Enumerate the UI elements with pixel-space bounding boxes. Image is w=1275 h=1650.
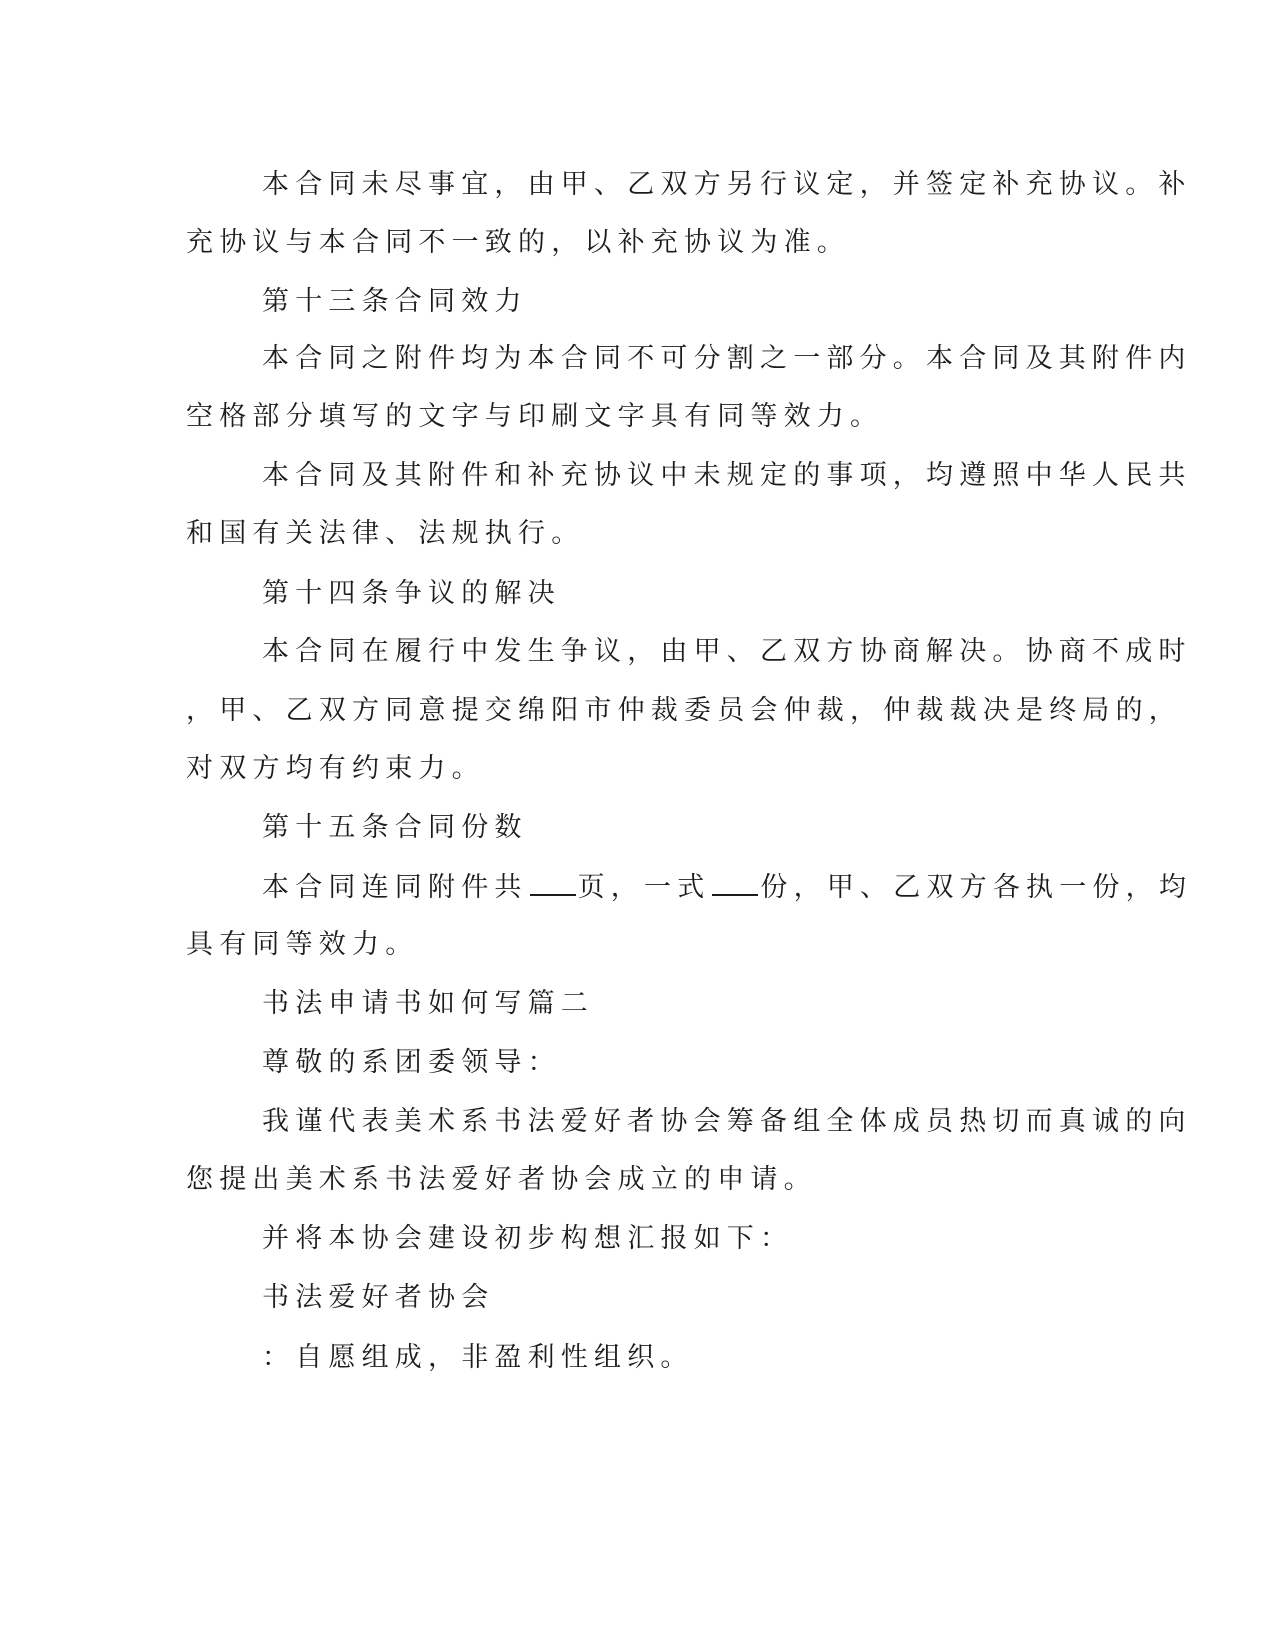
copies-text-part2: 页，一式	[577, 872, 711, 903]
paragraph-line: 空格部分填写的文字与印刷文字具有同等效力。	[186, 401, 884, 432]
paragraph-line: 本合同之附件均为本合同不可分割之一部分。本合同及其附件内	[262, 343, 1192, 374]
copies-blank	[712, 868, 758, 896]
section-heading: 第十四条争议的解决	[262, 578, 561, 609]
pages-blank	[530, 868, 576, 896]
paragraph-line: 您提出美术系书法爱好者协会成立的申请。	[186, 1164, 817, 1195]
paragraph-line: 充协议与本合同不一致的，以补充协议为准。	[186, 227, 850, 258]
paragraph-line: 本合同在履行中发生争议，由甲、乙双方协商解决。协商不成时	[262, 636, 1192, 667]
paragraph-line: 并将本协会建设初步构想汇报如下：	[262, 1223, 794, 1254]
copies-text-part3: 份，甲、乙双方各执一份，均	[760, 872, 1193, 903]
paragraph-line: ：自愿组成，非盈利性组织。	[262, 1342, 694, 1373]
section-heading: 书法申请书如何写篇二	[262, 988, 594, 1019]
copies-paragraph-line	[262, 868, 1192, 906]
paragraph-line: 对双方均有约束力。	[186, 753, 485, 784]
paragraph-line: 本合同及其附件和补充协议中未规定的事项，均遵照中华人民共	[262, 460, 1192, 491]
paragraph-line: ，甲、乙双方同意提交绵阳市仲裁委员会仲裁，仲裁裁决是终局的，	[186, 695, 1182, 726]
copies-text-part1: 本合同连同附件共	[262, 872, 528, 903]
paragraph-line: 和国有关法律、法规执行。	[186, 518, 585, 549]
salutation: 尊敬的系团委领导：	[262, 1047, 561, 1078]
section-heading: 书法爱好者协会	[262, 1282, 495, 1313]
paragraph-line: 本合同未尽事宜，由甲、乙双方另行议定，并签定补充协议。补	[262, 169, 1192, 200]
paragraph-line: 具有同等效力。	[186, 929, 419, 960]
section-heading: 第十三条合同效力	[262, 286, 528, 317]
paragraph-line: 我谨代表美术系书法爱好者协会筹备组全体成员热切而真诚的向	[262, 1106, 1192, 1137]
section-heading: 第十五条合同份数	[262, 812, 528, 843]
